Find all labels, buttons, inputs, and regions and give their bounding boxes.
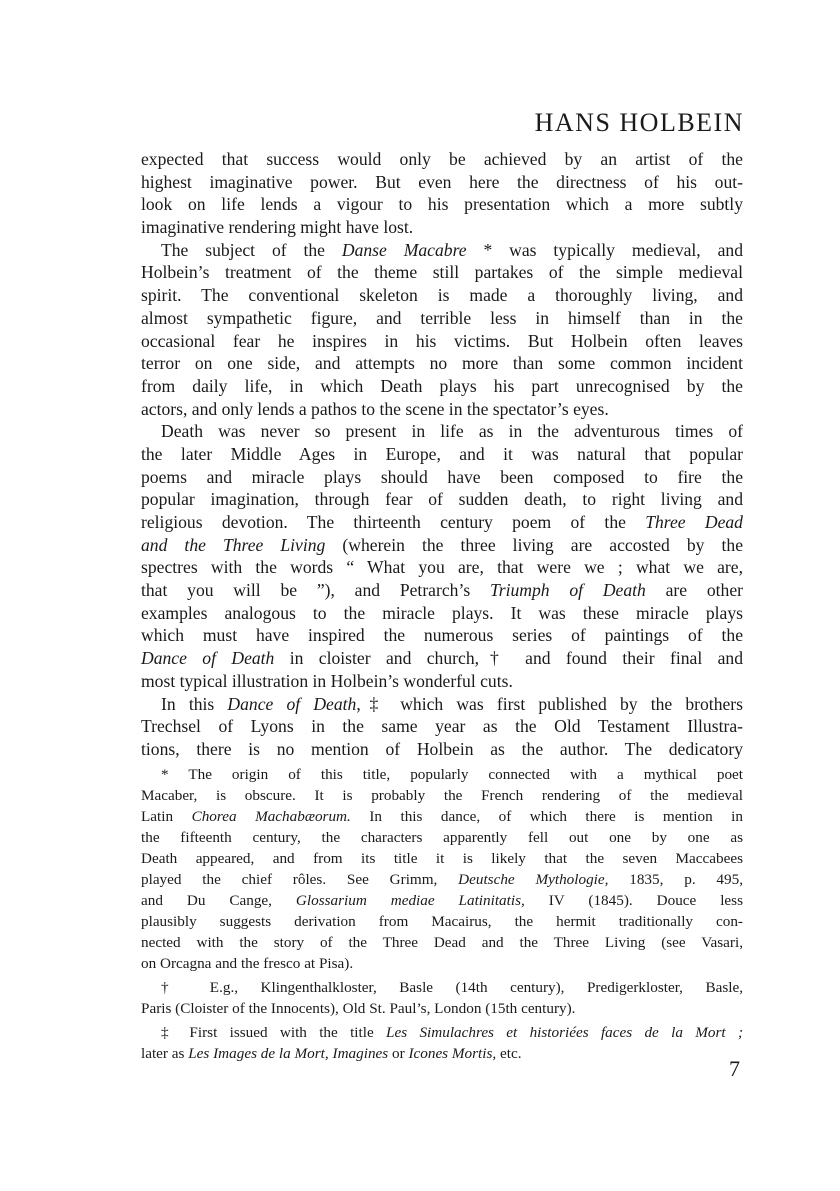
footnote-line: played the chief rôles. See Grimm, Deutsche Mythologie, 1835, p. 495,	[141, 871, 743, 888]
text-line: religious devotion. The thirteenth century poem of the Three Dead	[141, 512, 743, 532]
text-line: look on life lends a vigour to his presentation which a more subtly	[141, 194, 743, 215]
text-line: Trechsel of Lyons in the same year as the Old Testament Illustra-	[141, 716, 743, 737]
running-head: HANS HOLBEIN	[534, 108, 744, 137]
footnote-line: Paris (Cloister of the Innocents), Old St. Paul’s, London (15th century).	[141, 1000, 576, 1017]
text-line: expected that success would only be achieved by an artist of the	[141, 149, 743, 169]
title-dance-of-death: Dance of Death	[141, 648, 275, 669]
title-triumph-of-death: Triumph of Death	[489, 580, 646, 601]
title-dance-of-death: Dance of Death	[227, 693, 357, 714]
footnote-line: the fifteenth century, the characters apparently fell out one by one as	[141, 829, 743, 846]
text-line: In this Dance of Death,‡ which was first published by the brothers	[161, 693, 744, 714]
title-three-living: and the Three Living	[141, 534, 326, 555]
footnote-line: nected with the story of the Three Dead and the Three Living (see Vasari,	[141, 934, 743, 951]
text-line: highest imaginative power. But even here the directness of his out-	[141, 171, 743, 192]
text-line: spectres with the words “ What you are, that were we ; what we are,	[141, 557, 743, 578]
footnote-line: Death appeared, and from its title it is likely that the seven Maccabees	[141, 850, 743, 867]
footnotes	[141, 764, 743, 1064]
text-line: tions, there is no mention of Holbein as the author. The dedicatory	[141, 738, 743, 759]
text-line: almost sympathetic figure, and terrible less in himself than in the	[141, 307, 743, 328]
text-line: most typical illustration in Holbein’s wonderful cuts.	[141, 670, 513, 691]
footnote-line: ‡ First issued with the title Les Simulachres et historiées faces de la Mort ;	[161, 1024, 743, 1041]
title-danse-macabre: Danse Macabre	[341, 239, 467, 260]
footnote-line: on Orcagna and the fresco at Pisa).	[141, 955, 354, 972]
footnote-line: plausibly suggests derivation from Macairus, the hermit traditionally con-	[141, 913, 743, 930]
text-line: and the Three Living (wherein the three living are accosted by the	[141, 534, 744, 555]
text-line: from daily life, in which Death plays his part unrecognised by the	[141, 375, 743, 396]
title-three-dead: Three Dead	[645, 512, 743, 532]
text-line: The subject of the Danse Macabre * was typically medieval, and	[161, 239, 743, 260]
text-line: the later Middle Ages in Europe, and it was natural that popular	[141, 443, 743, 464]
footnote-line: Macaber, is obscure. It is probably the French rendering of the medieval	[141, 787, 743, 804]
text-line: that you will be ”), and Petrarch’s Triumph of Death are other	[141, 580, 743, 601]
text-line: which must have inspired the numerous series of paintings of the	[141, 625, 743, 646]
page-number: 7	[729, 1056, 740, 1081]
text-line: popular imagination, through fear of sudden death, to right living and	[141, 489, 743, 510]
footnote-line: later as Les Images de la Mort, Imagines or Icones Mortis, etc.	[141, 1045, 522, 1062]
text-line: spirit. The conventional skeleton is made a thoroughly living, and	[141, 285, 743, 306]
text-line: terror on one side, and attempts no more than some common incident	[141, 353, 743, 374]
text-line: Death was never so present in life as in the adventurous times of	[161, 421, 743, 442]
footnote-line: Latin Chorea Machabæorum. In this dance, of which there is mention in	[141, 808, 743, 825]
footnote-line: and Du Cange, Glossarium mediae Latinitatis, IV (1845). Douce less	[141, 892, 743, 909]
body-text	[141, 148, 743, 761]
text-line: Holbein’s treatment of the theme still partakes of the simple medieval	[141, 262, 743, 283]
footnote-line: * The origin of this title, popularly connected with a mythical poet	[161, 766, 743, 783]
text-line: occasional fear he inspires in his victims. But Holbein often leaves	[141, 330, 743, 351]
footnote-line: † E.g., Klingenthalkloster, Basle (14th century), Predigerkloster, Basle,	[161, 979, 743, 996]
text-line: poems and miracle plays should have been composed to fire the	[141, 466, 743, 487]
text-line: imaginative rendering might have lost.	[141, 217, 414, 238]
text-line: Dance of Death in cloister and church,† and found their final and	[141, 648, 743, 669]
text-line: examples analogous to the miracle plays. It was these miracle plays	[141, 602, 743, 623]
text-line: actors, and only lends a pathos to the scene in the spectator’s eyes.	[141, 398, 609, 419]
